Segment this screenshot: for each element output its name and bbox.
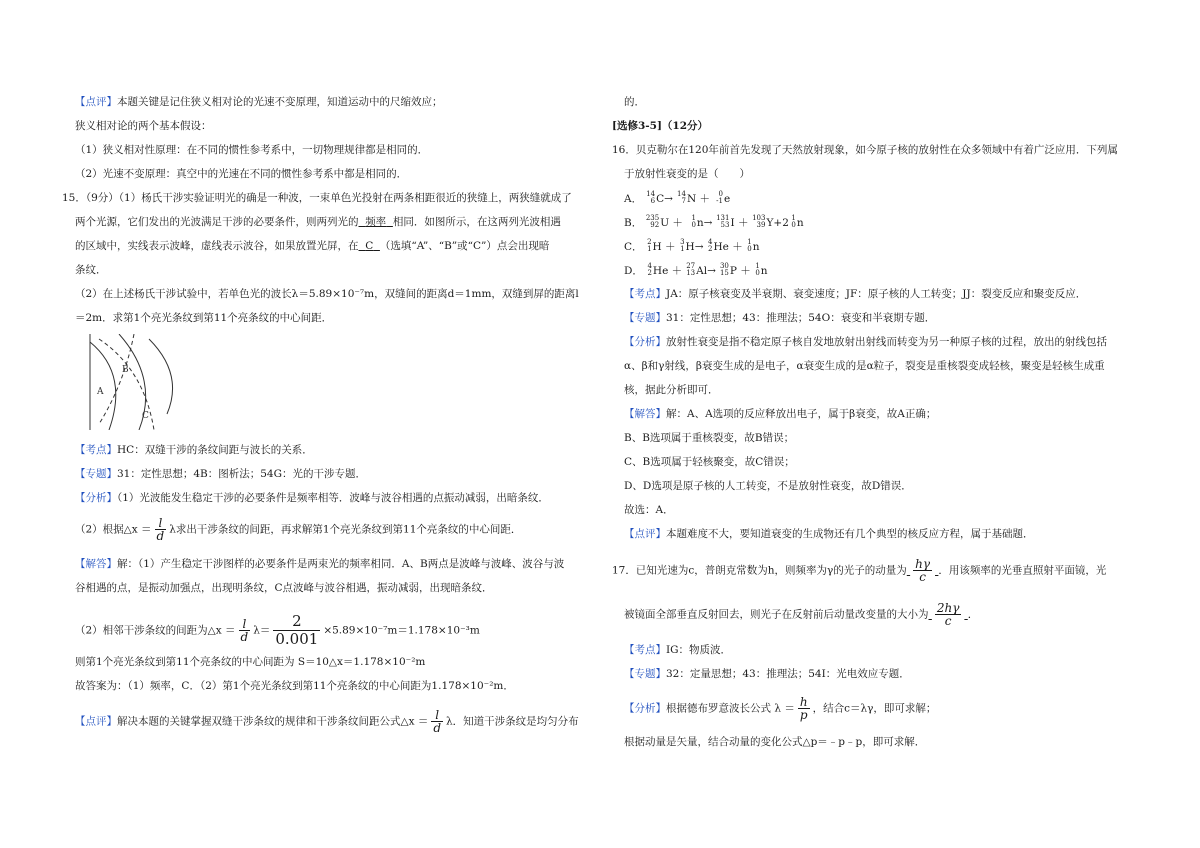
zhuanti-tag: 【专题】 [624,312,666,324]
mass-number: 14 [677,190,686,198]
nuclide [682,263,696,277]
atomic-number: 53 [720,221,730,229]
atomic-number: 6 [650,197,656,205]
text-line: 谷相遇的点，是振动加强点，出现明条纹，C点波峰与波谷相遇，振动减弱，出现暗条纹． [75,582,493,594]
denominator: d [433,721,442,735]
mass-number: 3 [680,238,685,246]
answer-line: 故选：A． [624,504,674,516]
fenxi-line [75,491,549,505]
text: 被镜面全部垂直反射回去，则光子在反射前后动量改变量的大小为 [624,608,929,621]
zhuanti-line [624,667,910,681]
atomic-number: 0 [747,245,752,253]
text: ×5.89×10⁻⁷m＝1.178×10⁻³m [323,624,480,637]
text: （选填“A”、“B”或“C”）点会出现暗 [379,240,550,252]
option-c [624,239,760,254]
text-line: 根据动量是矢量，结合动量的变化公式△p＝﹣p﹣p，即可求解． [624,736,926,748]
question-15-stem: 15．（9分）（1）杨氏干涉实验证明光的确是一种波，一束单色光投射在两条相距很近的狭缝上，两狭缝就成了 [62,192,572,204]
text: ． [967,608,979,621]
mass-number: 27 [686,262,696,270]
symbol: n→ [696,217,713,229]
dianping-text: 本题难度不大，要知道衰变的生成物还有几个典型的核反应方程，属于基础题． [666,528,1034,540]
symbol: He ＋ [652,265,683,277]
jieda-tag: 【解答】 [75,558,117,570]
symbol: C→ [656,193,673,205]
symbol: H→ [685,241,704,253]
kaodian-text: HC：双缝干涉的条纹间距与波长的关系． [117,444,313,456]
text: 两个光源，它们发出的光波满足干涉的必要条件，则两列光的 [75,216,359,228]
jieda-line [75,557,564,571]
text-line: 的． [624,96,645,108]
zhuanti-line [624,311,935,325]
text-line: 核，据此分析即可． [624,384,719,396]
option-d [624,263,768,278]
option-label: C． [624,241,643,253]
text-line: D、D选项是原子核的人工转变，不是放射性衰变，故D错误． [624,480,912,492]
fraction-hgamma-over-c [913,558,932,583]
atomic-number: 0 [791,221,796,229]
symbol: Y+2 [766,217,789,229]
text: λ＝ [253,624,271,637]
kaodian-text: IG：物质波． [666,644,732,656]
text: 17．已知光速为c，普朗克常数为h，则频率为γ的光子的动量为 [612,564,907,577]
atomic-number: 0 [755,269,760,277]
atomic-number: 2 [647,269,652,277]
zhuanti-line [75,467,366,481]
nuclide [712,215,730,229]
interference-diagram [89,334,181,430]
symbol: N ＋ [686,193,710,205]
wave-trough [99,334,134,424]
jieda-text: 解：（1）产生稳定干涉图样的必要条件是两束光的频率相同．A、B两点是波峰与波峰、波谷与波 [117,558,565,570]
point-c-label: C [142,411,149,421]
mass-number: 103 [752,214,766,222]
denominator: p [799,708,808,722]
nuclide [789,215,797,229]
text-line: B、B选项属于重核裂变，故B错误； [624,432,795,444]
denominator: c [919,570,926,584]
text-line: 狭义相对论的两个基本假设： [75,120,212,132]
jieda-text: 解：A、A选项的反应释放出电子，属于β衰变，故A正确； [666,408,937,420]
nuclide [643,239,653,253]
text-line: α、β和γ射线，β衰变生成的是电子，α衰变生成的是α粒子，裂变是重核裂变成轻核，聚变是轻核生成重 [624,360,1105,372]
kaodian-line [75,443,313,457]
mass-number: 235 [645,214,660,222]
fraction-2hgamma-over-c [935,602,962,627]
zhuanti-tag: 【专题】 [75,468,117,480]
wave-crest [149,339,173,414]
mass-number: 1 [691,214,696,222]
mass-number: 2 [647,238,652,246]
numerator: 2 [273,613,320,631]
atomic-number: 13 [686,269,696,277]
fraction-l-over-d [239,618,251,643]
kaodian-line [624,287,1086,301]
section-heading: [选修3-5]（12分） [612,120,709,132]
question-15-part2: （2）在上述杨氏干涉试验中，若单色光的波长λ＝5.89×10⁻⁷m，双缝间的距离d＝1mm，双缝到屏的距离l [75,288,579,300]
zhuanti-text: 31：定性思想；4B：图析法；54G：光的干涉专题． [117,468,367,480]
nuclide [642,191,656,205]
question-15-line [75,215,561,229]
question-15-line [75,239,549,253]
question-17-line [624,602,978,627]
option-label: B． [624,217,643,229]
text-line: （1）狭义相对性原理：在不同的惯性参考系中，一切物理规律都是相同的． [75,144,429,156]
text: 解决本题的关键掌握双缝干涉条纹的规律和干涉条纹间距公式△x ＝ [117,715,429,728]
nuclide [642,215,660,229]
atomic-number: 39 [756,221,766,229]
text: 相同．如图所示，在这两列光波相遇 [392,216,561,228]
atomic-number: -1 [716,197,723,205]
numerator: hγ [915,557,931,571]
atomic-number: 92 [650,221,660,229]
kaodian-tag: 【考点】 [624,644,666,656]
comment-tag: 【点评】 [75,96,117,108]
jieda-tag: 【解答】 [624,408,666,420]
kaodian-line [624,643,731,657]
kaodian-text: JA：原子核衰变及半衰期、衰变速度；JF：原子核的人工转变；JJ：裂变反应和聚变反应． [666,288,1087,300]
zhuanti-text: 31：定性思想；43：推理法；54O：衰变和半衰期专题． [666,312,936,324]
symbol: H ＋ [652,241,676,253]
nuclide [751,263,761,277]
mass-number: 4 [708,238,713,246]
text-line: 则第1个亮光条纹到第11个亮条纹的中心间距为 S＝10△x＝1.178×10⁻²m [75,656,426,668]
blank-value: 频率 [365,216,387,228]
denominator: d [156,529,165,543]
nuclide [683,215,697,229]
numerator: h [799,695,808,709]
dianping-line [624,527,1034,541]
denominator: 0.001 [275,630,319,648]
text: λ．知道干涉条纹是均匀分布 [446,715,579,728]
nuclide [676,239,686,253]
mass-number: 131 [716,214,730,222]
text: （2）相邻干涉条纹的间距为△x ＝ [75,624,236,637]
option-b [624,215,804,230]
text: ，结合c＝λγ，即可求解； [812,702,937,715]
text: （2）根据△x ＝ [75,523,152,536]
fenxi-text: 放射性衰变是指不稳定原子核自发地放射出射线而转变为另一种原子核的过程，放出的射线包括 [666,336,1107,348]
point-a-label: A [97,387,104,397]
comment-text: 本题关键是记住狭义相对论的光速不变原理，知道运动中的尺缩效应； [117,96,443,108]
question-16-stem: 16．贝克勒尔在120年前首先发现了天然放射现象，如今原子核的放射性在众多领域中有着广泛应用．下列属 [612,144,1118,156]
text: λ求出干涉条纹的间距，再求解第1个亮光条纹到第11个亮条纹的中心间距． [169,523,522,536]
numerator: l [239,618,251,631]
mass-number: 4 [647,262,652,270]
text: ．用该频率的光垂直照射平面镜，光 [938,564,1107,577]
mass-number: 1 [791,214,796,222]
nuclide [748,215,766,229]
symbol: Al→ [696,265,716,277]
atomic-number: 15 [719,269,729,277]
denominator: c [944,614,952,628]
mass-number: 1 [755,262,760,270]
fenxi-tag: 【分析】 [624,702,666,715]
kaodian-tag: 【考点】 [624,288,666,300]
fenxi-tag: 【分析】 [75,492,117,504]
wave-crest [90,342,116,430]
question-17-line [612,558,1106,583]
answer-blank-frequency [359,216,393,228]
numerator: l [431,709,443,722]
atomic-number: 1 [647,245,652,253]
symbol: I ＋ [730,217,749,229]
fraction-h-over-p [798,696,810,721]
symbol: He ＋ [713,241,743,253]
nuclide [704,239,714,253]
symbol: e [723,193,731,205]
fraction-l-over-d [155,517,167,542]
option-label: D． [624,265,643,277]
text: 的区域中，实线表示波峰，虚线表示波谷，如果放置光屏，在 [75,240,359,252]
fenxi-line [624,335,1107,349]
atomic-number: 7 [681,197,686,205]
question-15-line: 条纹． [75,264,107,276]
symbol: n [760,265,768,277]
question-15-part2: ＝2m．求第1个亮光条纹到第11个亮条纹的中心间距． [75,312,333,324]
zhuanti-text: 32：定量思想；43：推理法；54I：光电效应专题． [666,668,910,680]
fenxi-text: （1）光波能发生稳定干涉的必要条件是频率相等．波峰与波谷相遇的点振动减弱，出暗条纹． [117,492,549,504]
mass-number: 0 [718,190,723,198]
mass-number: 1 [747,238,752,246]
blank-value: C [365,240,374,252]
atomic-number: 1 [680,245,685,253]
answer-blank-point [359,240,380,252]
nuclide [743,239,753,253]
symbol: P ＋ [729,265,751,277]
symbol: n [796,217,804,229]
fraction-2-over-0001 [273,613,320,648]
text-line: C、B选项属于轻核聚变，故C错误； [624,456,795,468]
nuclide [643,263,653,277]
atomic-number: 2 [708,245,713,253]
question-16-stem: 于放射性衰变的是（ ） [624,168,750,180]
symbol: n [752,241,760,253]
nuclide [710,191,724,205]
fenxi-tag: 【分析】 [624,336,666,348]
point-b-label: B [122,365,129,375]
kaodian-tag: 【考点】 [75,444,117,456]
numerator: l [155,517,167,530]
nuclide [673,191,687,205]
nuclide [716,263,730,277]
formula-line [75,517,521,542]
comment-line [75,95,443,109]
option-a [624,191,730,206]
fenxi-line [624,696,936,721]
text-line: （2）光速不变原理：真空中的光速在不同的惯性参考系中都是相同的． [75,168,408,180]
dianping-tag: 【点评】 [75,715,117,728]
dianping-tag: 【点评】 [624,528,666,540]
formula-line [75,613,480,648]
symbol: U ＋ [660,217,683,229]
numerator: 2hγ [936,601,960,615]
answer-line: 故答案为：（1）频率，C．（2）第1个亮光条纹到第11个亮条纹的中心间距为1.178×10⁻²m． [75,680,514,692]
dianping-line [75,709,579,734]
mass-number: 14 [646,190,656,198]
option-label: A． [624,193,643,205]
atomic-number: 0 [691,221,696,229]
jieda-line [624,407,936,421]
mass-number: 30 [719,262,729,270]
text: 根据德布罗意波长公式 λ ＝ [666,702,795,715]
zhuanti-tag: 【专题】 [624,668,666,680]
fraction-l-over-d [431,709,443,734]
denominator: d [240,630,249,644]
